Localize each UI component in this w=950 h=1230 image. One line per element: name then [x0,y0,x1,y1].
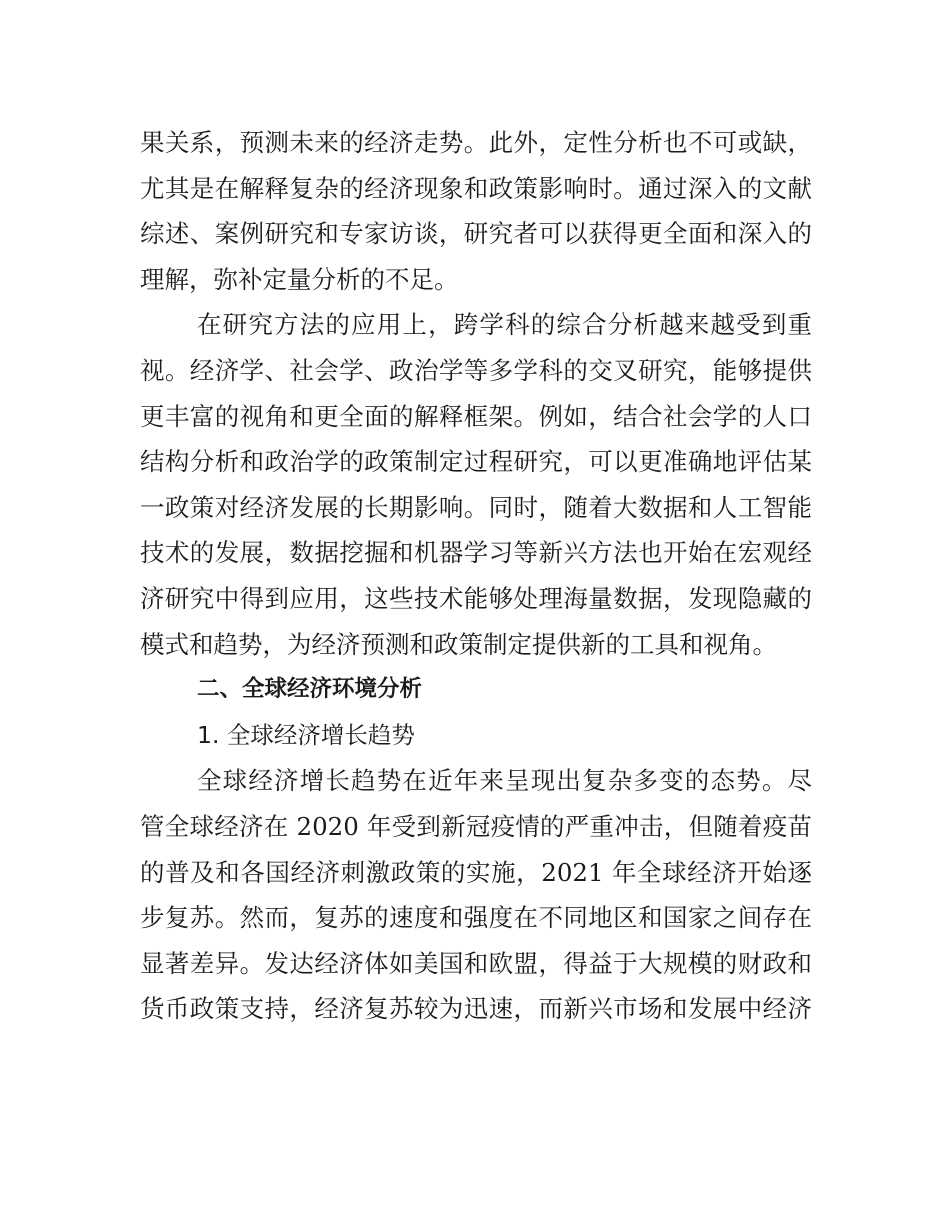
paragraph-line: 管全球经济在 2020 年受到新冠疫情的严重冲击，但随着疫苗 [140,811,812,841]
paragraph-line: 全球经济增长趋势在近年来呈现出复杂多变的态势。尽 [197,766,812,796]
subsection-heading: 1. 全球经济增长趋势 [197,720,415,749]
paragraph-line: 货币政策支持，经济复苏较为迅速，而新兴市场和发展中经济 [140,994,812,1024]
paragraph-line: 步复苏。然而，复苏的速度和强度在不同地区和国家之间存在 [140,903,812,933]
paragraph [140,758,812,1032]
paragraph-line: 视。经济学、社会学、政治学等多学科的交叉研究，能够提供 [140,355,812,385]
paragraph-line: 理解，弥补定量分析的不足。 [140,264,459,294]
paragraph-line: 显著差异。发达经济体如美国和欧盟，得益于大规模的财政和 [140,948,812,978]
paragraph-line: 综述、案例研究和专家访谈，研究者可以获得更全面和深入的 [140,219,812,249]
paragraph-line: 的普及和各国经济刺激政策的实施，2021 年全球经济开始逐 [140,857,812,887]
paragraph-line: 济研究中得到应用，这些技术能够处理海量数据，发现隐藏的 [140,583,812,613]
paragraph-line: 技术的发展，数据挖掘和机器学习等新兴方法也开始在宏观经 [140,538,812,568]
paragraph-line: 一政策对经济发展的长期影响。同时，随着大数据和人工智能 [140,492,812,522]
paragraph [140,120,812,302]
paragraph-line: 果关系，预测未来的经济走势。此外，定性分析也不可或缺， [140,128,812,157]
paragraph [140,302,812,667]
document-body [140,120,812,1032]
paragraph-line: 更丰富的视角和更全面的解释框架。例如，结合社会学的人口 [140,401,812,431]
paragraph-line: 结构分析和政治学的政策制定过程研究，可以更准确地评估某 [140,447,812,477]
paragraph-line: 模式和趋势，为经济预测和政策制定提供新的工具和视角。 [140,629,777,659]
section-heading: 二、全球经济环境分析 [197,676,423,703]
paragraph-line: 在研究方法的应用上，跨学科的综合分析越来越受到重 [197,310,812,340]
paragraph-line: 尤其是在解释复杂的经济现象和政策影响时。通过深入的文献 [140,173,812,203]
